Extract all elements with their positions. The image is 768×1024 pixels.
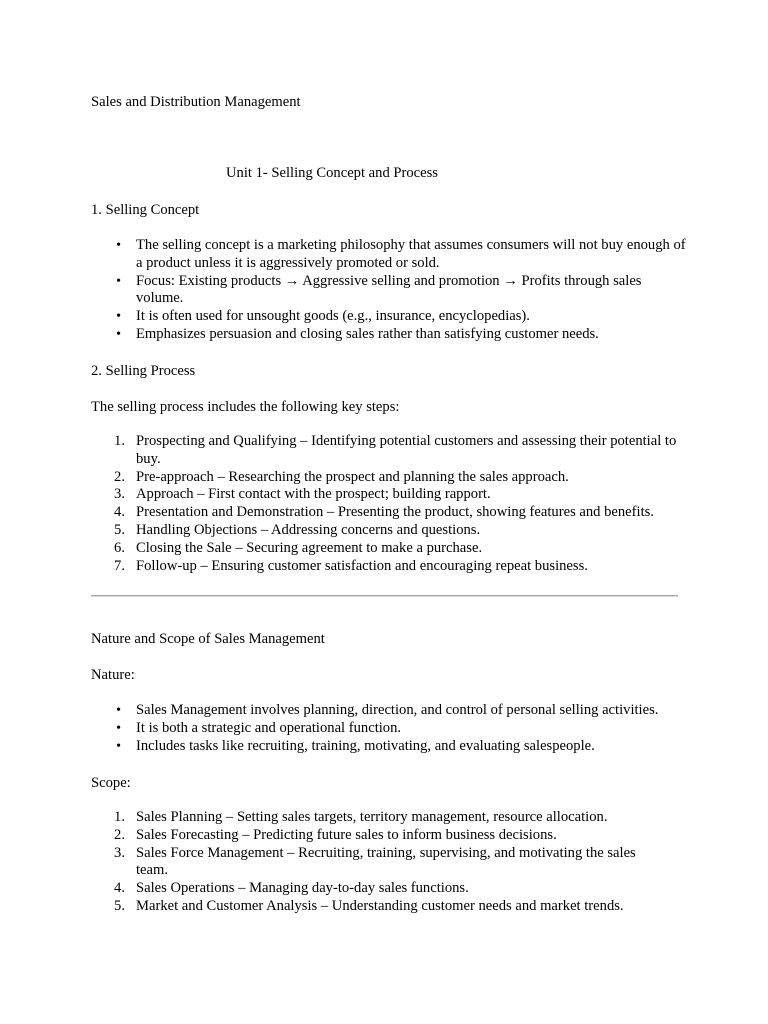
section-heading-selling-concept: 1. Selling Concept [91, 202, 200, 218]
section-heading-sales-management: Nature and Scope of Sales Management [91, 631, 325, 647]
number-marker: 2. [114, 468, 125, 485]
list-item [91, 308, 691, 326]
list-item [91, 898, 691, 916]
list-item-text: Sales Force Management – Recruiting, training, supervising, and motivating the sales team. [136, 844, 636, 879]
selling-process-steps [91, 433, 691, 575]
list-item-text: It is both a strategic and operational function. [136, 719, 402, 736]
list-item [91, 326, 691, 344]
bullet-marker: • [116, 238, 121, 253]
number-marker: 4. [114, 880, 125, 897]
list-item [91, 702, 691, 720]
list-item-text: Sales Planning – Setting sales targets, territory management, resource allocation. [136, 809, 608, 825]
number-marker: 3. [114, 844, 125, 861]
list-item [91, 433, 691, 469]
list-item [91, 486, 691, 504]
number-marker: 6. [114, 539, 125, 556]
bullet-marker: • [116, 720, 121, 736]
list-item [91, 540, 691, 558]
list-item-text: Market and Customer Analysis – Understanding customer needs and market trends. [136, 897, 624, 914]
number-marker: 2. [114, 826, 125, 843]
number-marker: 5. [114, 521, 125, 538]
nature-list [91, 702, 691, 755]
list-item-text: Sales Management involves planning, direction, and control of personal selling activities. [136, 702, 659, 718]
bullet-marker: • [116, 273, 121, 289]
selling-concept-list [91, 237, 691, 344]
list-item [91, 845, 691, 881]
number-marker: 7. [114, 557, 125, 574]
scope-label: Scope: [91, 775, 131, 791]
list-item-text: Follow-up – Ensuring customer satisfaction and encouraging repeat business. [136, 557, 588, 574]
list-item-text: Closing the Sale – Securing agreement to make a purchase. [136, 539, 483, 556]
document-header: Sales and Distribution Management [91, 94, 301, 110]
bullet-marker: • [116, 738, 121, 754]
list-item-text: Focus: Existing products → Aggressive selling and promotion → Profits through sales volume. [136, 272, 642, 307]
number-marker: 1. [114, 809, 125, 825]
section-heading-selling-process: 2. Selling Process [91, 363, 196, 379]
list-item-text: Includes tasks like recruiting, training, motivating, and evaluating salespeople. [136, 737, 595, 754]
list-item-text: Prospecting and Qualifying – Identifying potential customers and assessing their potential to buy. [136, 433, 677, 467]
bullet-marker: • [116, 703, 121, 718]
list-item [91, 522, 691, 540]
list-item-text: It is often used for unsought goods (e.g., insurance, encyclopedias). [136, 308, 530, 325]
list-item [91, 880, 691, 898]
list-item-text: Presentation and Demonstration – Presenting the product, showing features and benefits. [136, 504, 654, 521]
list-item [91, 827, 691, 845]
number-marker: 1. [114, 433, 125, 449]
list-item [91, 469, 691, 487]
nature-label: Nature: [91, 667, 135, 683]
list-item [91, 504, 691, 522]
list-item-text: Sales Operations – Managing day-to-day sales functions. [136, 880, 469, 897]
scope-list [91, 809, 691, 916]
bullet-marker: • [116, 309, 121, 325]
list-item-text: Sales Forecasting – Predicting future sales to inform business decisions. [136, 826, 557, 843]
number-marker: 3. [114, 486, 125, 503]
list-item [91, 720, 691, 738]
list-item [91, 809, 691, 827]
bullet-marker: • [116, 326, 121, 342]
list-item [91, 237, 691, 273]
selling-process-intro: The selling process includes the following key steps: [91, 399, 400, 415]
list-item [91, 738, 691, 756]
list-item-text: The selling concept is a marketing philosophy that assumes consumers will not buy enough of a product unless it is aggressively promoted or sold. [136, 237, 686, 271]
number-marker: 5. [114, 897, 125, 914]
unit-title: Unit 1- Selling Concept and Process [226, 165, 438, 181]
list-item-text: Pre-approach – Researching the prospect and planning the sales approach. [136, 468, 569, 485]
list-item-text: Handling Objections – Addressing concerns and questions. [136, 521, 481, 538]
list-item-text: Emphasizes persuasion and closing sales rather than satisfying customer needs. [136, 325, 599, 342]
list-item-text: Approach – First contact with the prospect; building rapport. [136, 486, 491, 503]
list-item [91, 558, 691, 576]
horizontal-rule [91, 595, 678, 597]
list-item [91, 273, 691, 309]
number-marker: 4. [114, 504, 125, 521]
